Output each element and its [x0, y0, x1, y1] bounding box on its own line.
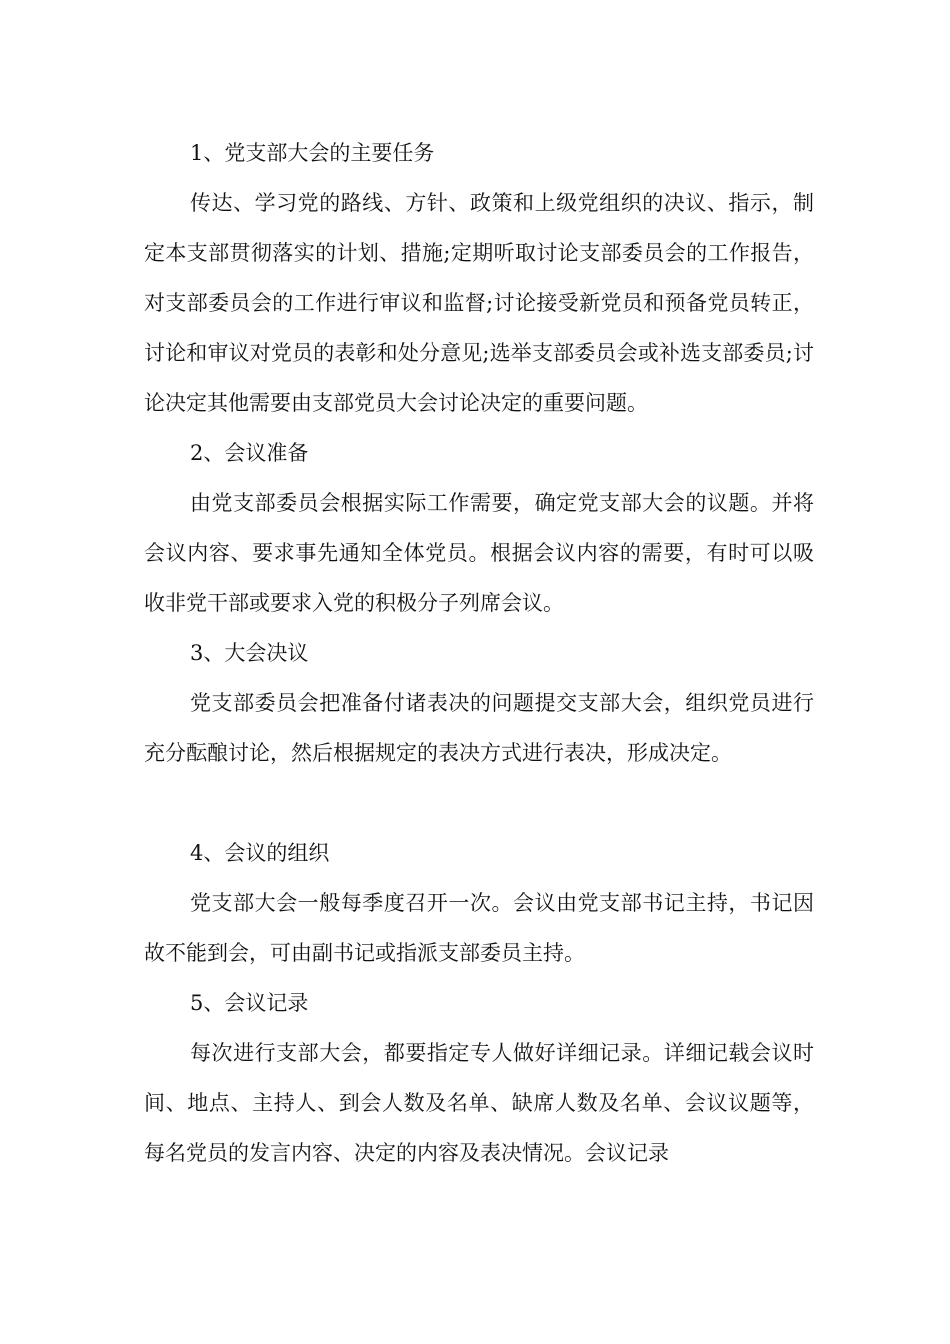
- section-body-5: 每次进行支部大会，都要指定专人做好详细记录。详细记载会议时间、地点、主持人、到会人数及名单、缺席人数及名单、会议议题等，每名党员的发言内容、决定的内容及表决情况。会议记录: [144, 1041, 814, 1165]
- section-heading-2: 2、会议准备: [190, 441, 309, 465]
- section-heading-1: 1、党支部大会的主要任务: [190, 141, 435, 165]
- section-body-3: 党支部委员会把准备付诸表决的问题提交支部大会，组织党员进行充分酝酿讨论，然后根据规定的表决方式进行表决，形成决定。: [144, 691, 814, 765]
- section-body-2: 由党支部委员会根据实际工作需要，确定党支部大会的议题。并将会议内容、要求事先通知全体党员。根据会议内容的需要，有时可以吸收非党干部或要求入党的积极分子列席会议。: [144, 491, 814, 615]
- section-body-1: 传达、学习党的路线、方针、政策和上级党组织的决议、指示，制定本支部贯彻落实的计划、措施;定期听取讨论支部委员会的工作报告，对支部委员会的工作进行审议和监督;讨论接受新党员和预备党员转正，讨论和审议对党员的表彰和处分意见;选举支部委员会或补选支部委员;讨论决定其他需要由支部党员大会讨论决定的重要问题。: [144, 191, 814, 415]
- section-body-4: 党支部大会一般每季度召开一次。会议由党支部书记主持，书记因故不能到会，可由副书记或指派支部委员主持。: [144, 891, 814, 965]
- document-body: [144, 128, 814, 1178]
- section-heading-5: 5、会议记录: [190, 991, 309, 1015]
- section-heading-3: 3、大会决议: [190, 641, 309, 665]
- section-heading-4: 4、会议的组织: [190, 841, 330, 865]
- paragraph-gap: [144, 778, 814, 828]
